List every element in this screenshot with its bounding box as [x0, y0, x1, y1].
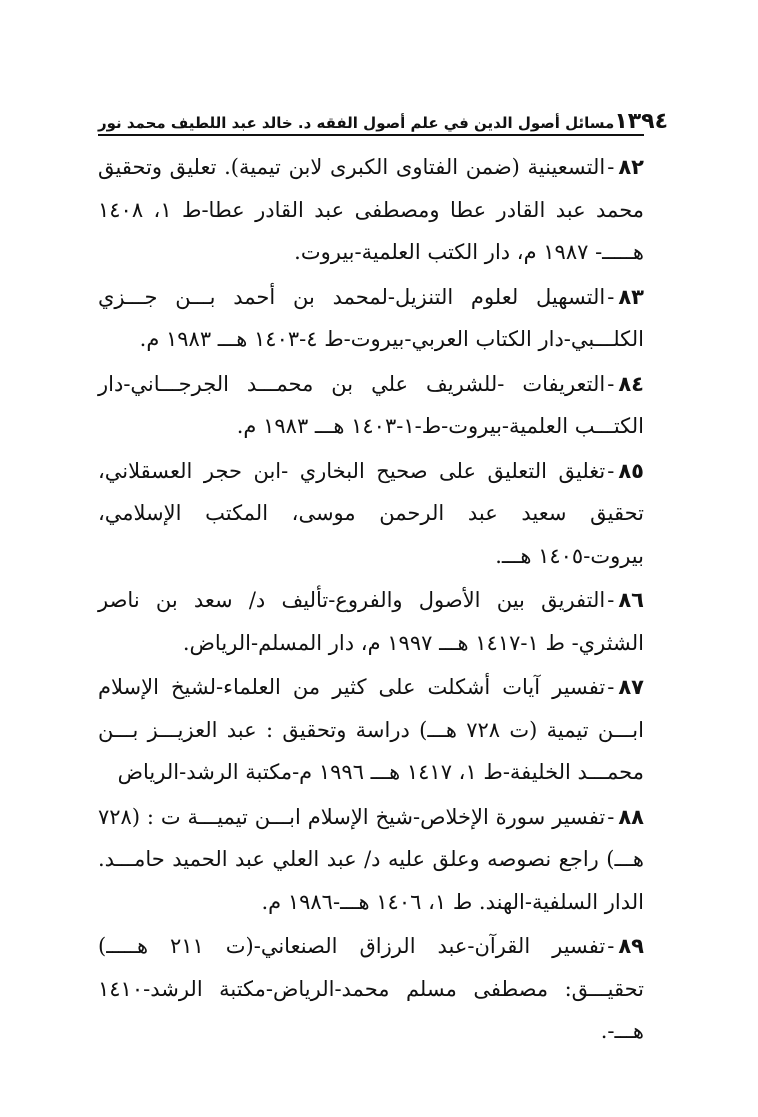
running-title: مسائل أصول الدين في علم أصول الفقه د. خالد عبد اللطيف محمد نور: [98, 114, 615, 132]
entry-number: ٨٥: [618, 458, 644, 483]
reference-entry: ٨٤-التعريفات -للشريف علي بن محمـــد الجرجـــاني-دار الكتـــب العلمية-بيروت-ط-١-١٤٠٣ هـــ ١٩٨٣ م.: [98, 371, 644, 438]
entry-text: تفسير آيات أشكلت على كثير من العلماء-لشيخ الإسلام ابـــن تيمية (ت ٧٢٨ هـــ) دراسة وتحقيق : عبد العزيـــز بـــن محمـــد الخليفة-ط ١، ١٤١٧ هـــ ١٩٩٦ م-مكتبة الرشد-الرياض: [98, 675, 644, 784]
entry-text: التفريق بين الأصول والفروع-تأليف د/ سعد بن ناصر الشثري- ط ١-١٤١٧ هـــ ١٩٩٧ م، دار المسلم-الرياض.: [98, 588, 644, 655]
reference-entry: ٨٣-التسهيل لعلوم التنزيل-لمحمد بن أحمد بـــن جـــزي الكلـــبي-دار الكتاب العربي-بيروت-ط ٤-١٤٠٣ هـــ ١٩٨٣ م.: [98, 284, 644, 351]
entry-text: تفسير سورة الإخلاص-شيخ الإسلام ابـــن تيميـــة ت : (٧٢٨ هـــ) راجع نصوصه وعلق عليه د/ عبد العلي عبد الحميد حامـــد. الدار السلفية-الهند. ط ١، ١٤٠٦ هـــ-١٩٨٦ م.: [98, 804, 644, 914]
reference-entry: ٨٩-تفسير القرآن-عبد الرزاق الصنعاني-(ت ٢١١ هـــــ) تحقيـــق: مصطفى مسلم محمد-الرياض-مكتبة الرشد-١٤١٠ هـــ-.: [98, 934, 644, 1043]
entry-text: تفسير القرآن-عبد الرزاق الصنعاني-(ت ٢١١ هـــــ) تحقيـــق: مصطفى مسلم محمد-الرياض-مكتبة الرشد-١٤١٠ هـــ-.: [98, 934, 644, 1043]
page-header: [98, 104, 669, 136]
reference-entry: ٨٥-تغليق التعليق على صحيح البخاري -ابن حجر العسقلاني، تحقيق سعيد عبد الرحمن موسى، المكتب الإسلامي، بيروت-١٤٠٥ هـــ.: [98, 458, 644, 568]
entry-number: ٨٦: [618, 588, 644, 612]
reference-entry: ٨٢-التسعينية (ضمن الفتاوى الكبرى لابن تيمية). تعليق وتحقيق محمد عبد القادر عطا ومصطفى عبد القادر عطا-ط ١، ١٤٠٨ هـــــ- ١٩٨٧ م، دار الكتب العلمية-بيروت.: [98, 155, 644, 264]
entry-number: ٨٨: [618, 804, 644, 829]
reference-entry: ٨٨-تفسير سورة الإخلاص-شيخ الإسلام ابـــن تيميـــة ت : (٧٢٨ هـــ) راجع نصوصه وعلق عليه د/ عبد العلي عبد الحميد حامـــد. الدار السلفية-الهند. ط ١، ١٤٠٦ هـــ-١٩٨٦ م.: [98, 804, 644, 914]
reference-entry: ٨٦-التفريق بين الأصول والفروع-تأليف د/ سعد بن ناصر الشثري- ط ١-١٤١٧ هـــ ١٩٩٧ م، دار المسلم-الرياض.: [98, 588, 644, 655]
entry-number: ٨٧: [618, 675, 644, 699]
entry-number: ٨٩: [618, 934, 644, 958]
page-number: ١٣٩٤: [614, 109, 669, 134]
entry-number: ٨٣: [618, 284, 644, 309]
entry-text: تغليق التعليق على صحيح البخاري -ابن حجر العسقلاني، تحقيق سعيد عبد الرحمن موسى، المكتب الإسلامي، بيروت-١٤٠٥ هـــ.: [98, 458, 644, 568]
entry-text: التعريفات -للشريف علي بن محمـــد الجرجـــاني-دار الكتـــب العلمية-بيروت-ط-١-١٤٠٣ هـــ ١٩٨٣ م.: [98, 371, 644, 438]
entry-number: ٨٢: [618, 155, 644, 179]
entry-number: ٨٤: [618, 371, 644, 396]
reference-list: [98, 146, 644, 1055]
reference-entry: ٨٧-تفسير آيات أشكلت على كثير من العلماء-لشيخ الإسلام ابـــن تيمية (ت ٧٢٨ هـــ) دراسة وتحقيق : عبد العزيـــز بـــن محمـــد الخليفة-ط ١، ١٤١٧ هـــ ١٩٩٦ م-مكتبة الرشد-الرياض: [98, 675, 644, 784]
entry-text: التسعينية (ضمن الفتاوى الكبرى لابن تيمية). تعليق وتحقيق محمد عبد القادر عطا ومصطفى عبد القادر عطا-ط ١، ١٤٠٨ هـــــ- ١٩٨٧ م، دار الكتب العلمية-بيروت.: [98, 155, 644, 264]
entry-text: التسهيل لعلوم التنزيل-لمحمد بن أحمد بـــن جـــزي الكلـــبي-دار الكتاب العربي-بيروت-ط ٤-١٤٠٣ هـــ ١٩٨٣ م.: [98, 284, 644, 351]
